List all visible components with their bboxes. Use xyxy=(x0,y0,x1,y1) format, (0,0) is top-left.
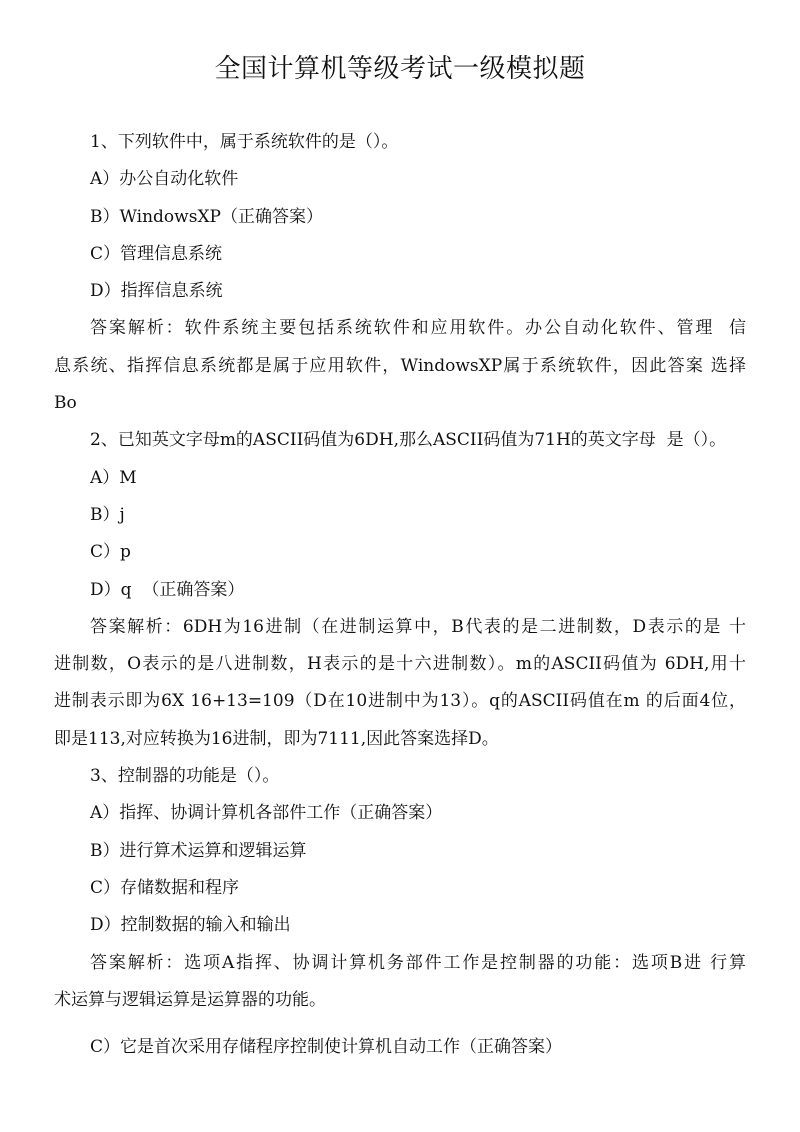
q2-explanation-line: 答案解析：6DH为16进制（在进制运算中，B代表的是二进制数，D表示的是 十 xyxy=(90,616,746,637)
document-title: 全国计算机等级考试一级模拟题 xyxy=(214,54,586,84)
q2-option-c: C）p xyxy=(90,542,131,563)
q3-option-a: A）指挥、协调计算机各部件工作（正确答案） xyxy=(90,803,443,824)
q1-option-b: B）WindowsXP（正确答案） xyxy=(90,206,323,227)
q1-option-a: A）办公自动化软件 xyxy=(90,169,239,190)
q3-option-b: B）进行算术运算和逻辑运算 xyxy=(90,840,307,861)
document-body xyxy=(54,124,746,1066)
q1-explanation-line: Bo xyxy=(54,393,77,414)
question-1: 1、下列软件中，属于系统软件的是（）。 xyxy=(90,132,399,152)
q2-explanation-line: 进制数，O表示的是八进制数，H表示的是十六进制数）。m的ASCII码值为 6DH,用十 xyxy=(54,654,746,675)
q2-option-d: D）q （正确答案） xyxy=(90,579,245,600)
q3-option-c: C）存储数据和程序 xyxy=(90,877,240,898)
q3-explanation-line: 术运算与逻辑运算是运算器的功能。 xyxy=(54,989,326,1010)
q1-option-d: D）指挥信息系统 xyxy=(90,281,223,302)
q2-option-b: B）j xyxy=(90,504,125,525)
q1-option-c: C）管理信息系统 xyxy=(90,243,223,264)
q3-option-d: D）控制数据的输入和输出 xyxy=(90,915,291,936)
q2-explanation-line: 进制表示即为6X 16+13=109（D在10进制中为13）。q的ASCII码值在m 的后面4位， xyxy=(54,691,746,712)
q2-explanation-line: 即是113,对应转换为16进制，即为7111,因此答案选择D。 xyxy=(54,728,499,749)
question-2: 2、已知英文字母m的ASCII码值为6DH,那么ASCII码值为71H的英文字母 是（）。 xyxy=(90,430,727,451)
q4-option-c: C）它是首次采用存储程序控制使计算机自动工作（正确答案） xyxy=(90,1037,563,1058)
q2-option-a: A）M xyxy=(90,467,137,488)
question-3: 3、控制器的功能是（）。 xyxy=(90,766,280,787)
q3-explanation-line: 答案解析：选项A指挥、协调计算机务部件工作是控制器的功能：选项B进 行算 xyxy=(90,952,746,973)
q1-explanation-line: 息系统、指挥信息系统都是属于应用软件，WindowsXP属于系统软件，因此答案 选择 xyxy=(54,355,746,376)
q1-explanation-line: 答案解析：软件系统主要包括系统软件和应用软件。办公自动化软件、管理 信 xyxy=(90,318,746,339)
